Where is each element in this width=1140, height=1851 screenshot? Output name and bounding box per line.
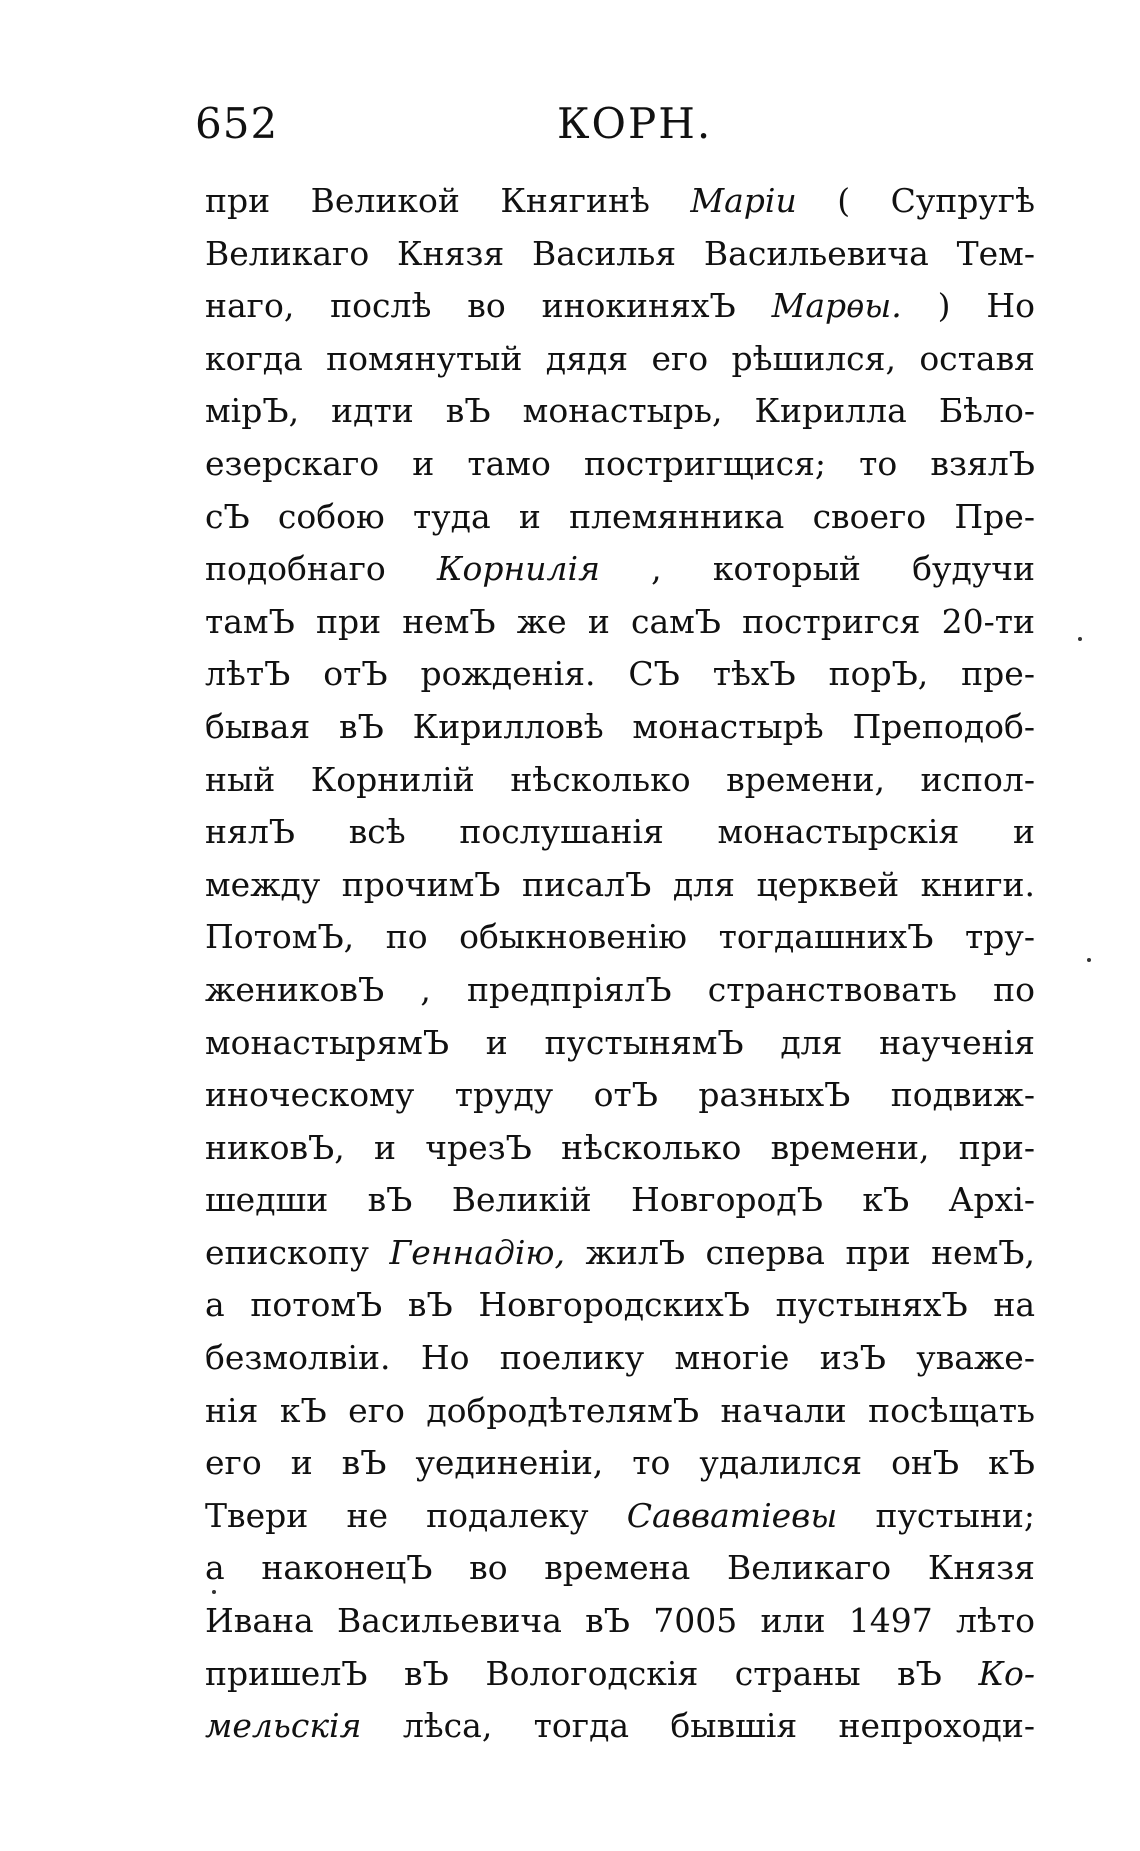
text-segment: Великаго Князя Василья Васильевича Тем- <box>205 233 1035 273</box>
text-segment: никовЪ, и чрезЪ нѣсколько времени, при- <box>205 1127 1035 1167</box>
text-line <box>205 1595 1035 1648</box>
text-line <box>205 175 1035 228</box>
text-line <box>205 1385 1035 1438</box>
text-line <box>205 1122 1035 1175</box>
text-segment: шедши вЪ Великiй НовгородЪ кЪ Архi- <box>205 1180 1035 1220</box>
italic-name: Корнилiя <box>437 549 600 589</box>
text-line <box>205 701 1035 754</box>
text-segment: а наконецЪ во времена Великаго Князя <box>205 1548 1035 1588</box>
text-segment: лѣса, тогда бывшiя непроходи- <box>361 1706 1035 1746</box>
text-segment: езерскаго и тамо постригщися; то взялЪ <box>205 443 1035 483</box>
text-line <box>205 1332 1035 1385</box>
text-line <box>205 438 1035 491</box>
text-segment: ) Но <box>901 286 1035 326</box>
speck <box>1078 637 1082 641</box>
text-segment: наго, послѣ во инокиняхЪ <box>205 286 772 326</box>
text-line <box>205 1069 1035 1122</box>
text-line <box>205 596 1035 649</box>
text-line <box>205 648 1035 701</box>
text-segment: пустыни; <box>837 1495 1035 1535</box>
text-segment: жениковЪ , предпрiялЪ странствовать по <box>205 969 1035 1009</box>
text-segment: Твери не подалеку <box>205 1495 627 1535</box>
text-segment: бывая вЪ Кирилловѣ монастырѣ Преподоб- <box>205 706 1035 746</box>
text-line <box>205 1437 1035 1490</box>
text-line <box>205 1227 1035 1280</box>
text-segment: когда помянутый дядя его рѣшился, оставя <box>205 338 1035 378</box>
text-line <box>205 543 1035 596</box>
text-segment: подобнаго <box>205 549 437 589</box>
text-segment: мiрЪ, идти вЪ монастырь, Кирилла Бѣло- <box>205 391 1035 431</box>
italic-name: мельскiя <box>205 1706 362 1746</box>
text-line <box>205 859 1035 912</box>
text-line <box>205 1490 1035 1543</box>
text-line <box>205 1174 1035 1227</box>
text-segment: тамЪ при немЪ же и самЪ постригся 20-ти <box>205 601 1035 641</box>
page-header <box>195 92 1035 156</box>
text-line <box>205 491 1035 544</box>
italic-name: Геннадiю, <box>389 1232 565 1272</box>
text-segment: безмолвiи. Но поелику многiе изЪ уваже- <box>205 1338 1035 1378</box>
text-line <box>205 1648 1035 1701</box>
text-line <box>205 1542 1035 1595</box>
text-line <box>205 1017 1035 1070</box>
text-segment: монастырямЪ и пустынямЪ для наученiя <box>205 1022 1035 1062</box>
italic-name: Марiи <box>690 181 797 220</box>
text-segment: между прочимЪ писалЪ для церквей книги. <box>205 864 1035 904</box>
text-line <box>205 1700 1035 1753</box>
text-segment: нiя кЪ его добродѣтелямЪ начали посѣщать <box>205 1390 1035 1430</box>
text-line <box>205 754 1035 807</box>
text-line <box>205 806 1035 859</box>
text-segment: , который будучи <box>599 549 1035 589</box>
text-segment: нялЪ всѣ послушанiя монастырскiя и <box>205 812 1035 852</box>
text-line <box>205 228 1035 281</box>
italic-name: Ко- <box>978 1653 1035 1693</box>
text-line <box>205 964 1035 1017</box>
text-segment: Ивана Васильевича вЪ 7005 или 1497 лѣто <box>205 1601 1035 1641</box>
speck <box>1087 958 1091 962</box>
text-segment: иноческому труду отЪ разныхЪ подвиж- <box>205 1075 1035 1115</box>
text-segment: ПотомЪ, по обыкновенiю тогдашнихЪ тру- <box>205 917 1035 957</box>
text-segment: ный Корнилiй нѣсколько времени, испол- <box>205 759 1035 799</box>
text-segment: пришелЪ вЪ Вологодскiя страны вЪ <box>205 1653 979 1693</box>
running-head: КОРН. <box>557 99 713 148</box>
text-line <box>205 385 1035 438</box>
italic-name: Савватiевы <box>626 1495 838 1535</box>
text-segment: при Великой Княгинѣ <box>205 181 691 220</box>
text-segment: ( Супругѣ <box>796 181 1035 220</box>
text-line <box>205 333 1035 386</box>
page-number: 652 <box>195 99 279 148</box>
italic-name: Маpѳы. <box>771 286 902 326</box>
text-segment: лѣтЪ отЪ рожденiя. СЪ тѣхЪ порЪ, пре- <box>205 654 1035 694</box>
text-segment: а потомЪ вЪ НовгородскихЪ пустыняхЪ на <box>205 1285 1035 1325</box>
text-line <box>205 1279 1035 1332</box>
speck <box>212 1590 216 1594</box>
text-segment: сЪ собою туда и племянника своего Пре- <box>205 496 1035 536</box>
text-line <box>205 280 1035 333</box>
text-segment: его и вЪ уединенiи, то удалился онЪ кЪ <box>205 1443 1035 1483</box>
text-line <box>205 911 1035 964</box>
text-segment: жилЪ сперва при немЪ, <box>564 1232 1035 1272</box>
text-segment: епископу <box>205 1232 390 1272</box>
body-text <box>205 175 1035 1753</box>
